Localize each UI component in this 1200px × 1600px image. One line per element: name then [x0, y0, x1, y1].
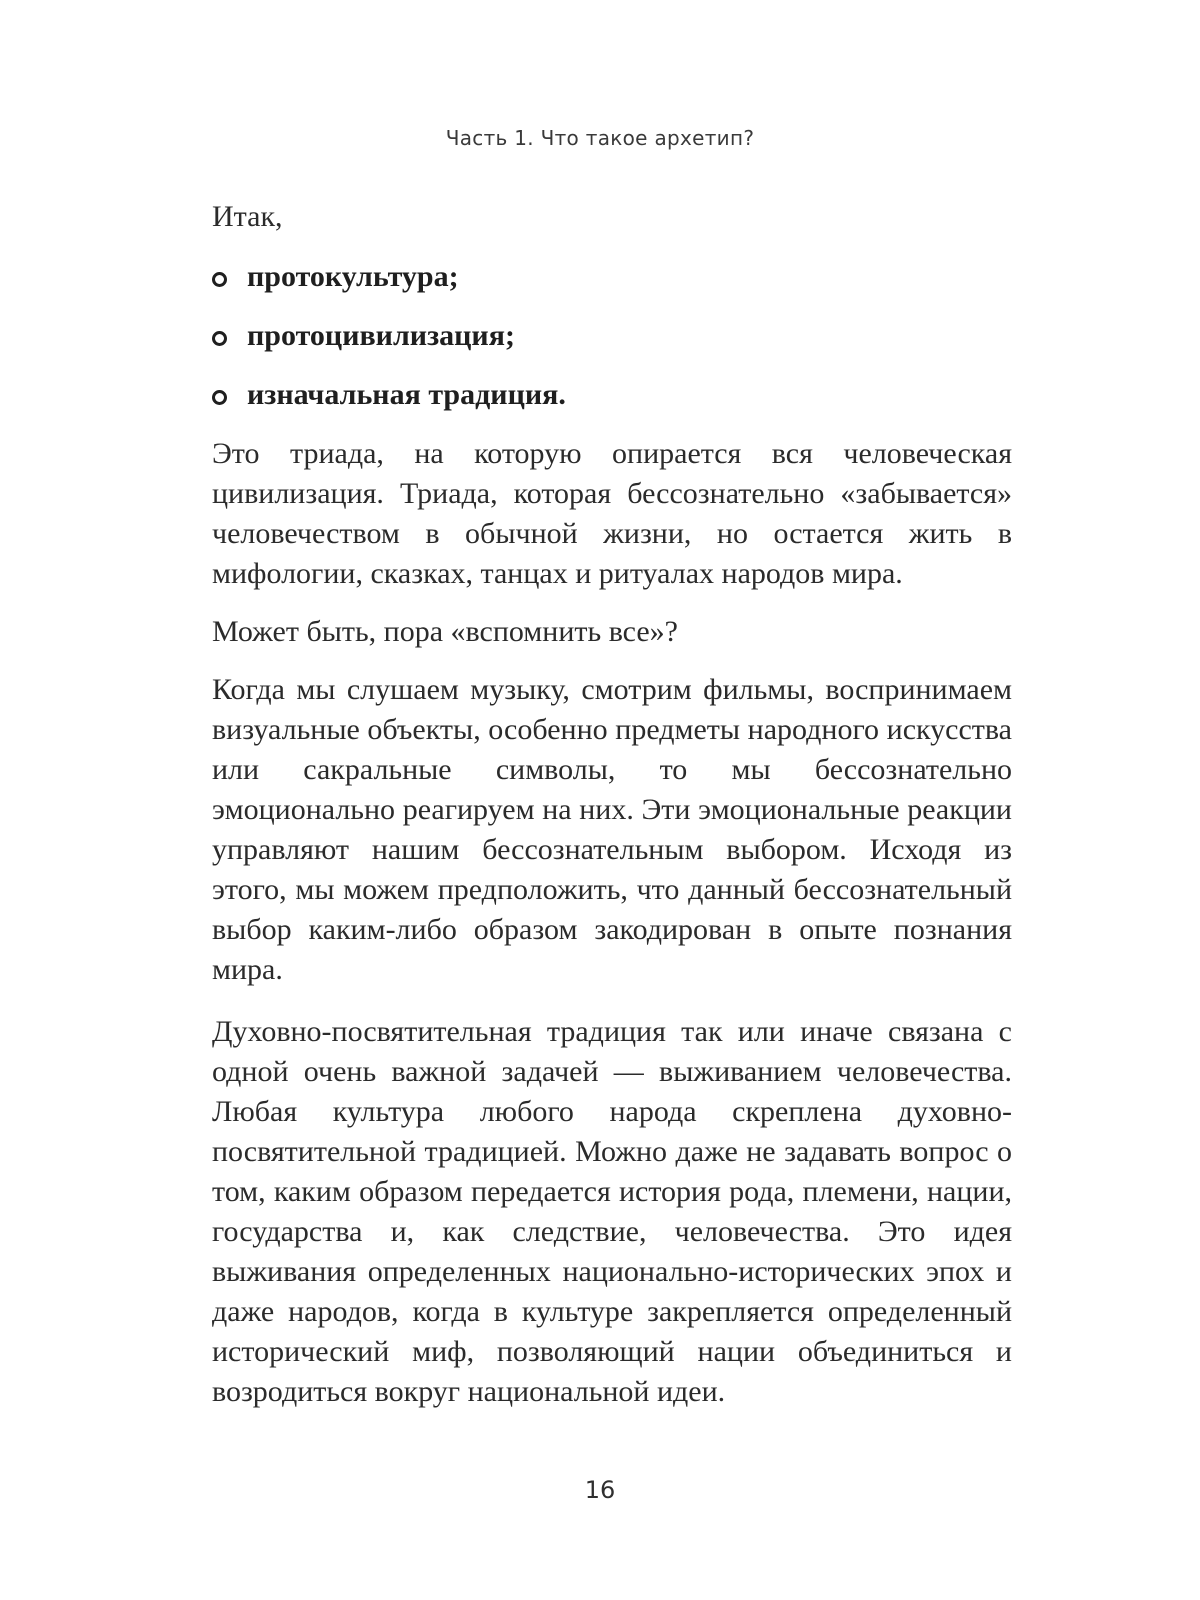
paragraph: Духовно-посвятительная традиция так или иначе связана с одной очень важной задачей — выживанием человечества. Любая культура любого народа скреплена духовно-посвятительной традицией. Можно даже не задавать вопрос о том, каким образом передается история рода, племени, нации, государства и, как следствие, человечества. Это идея выживания определенных национально-исторических эпох и даже народов, когда в культуре закрепляется определенный исторический миф, позволяющий нации объединиться и возродиться вокруг национальной идеи. — [212, 1015, 1012, 1408]
list-item — [212, 316, 1012, 356]
list-item — [212, 375, 1012, 415]
bullet-list — [212, 257, 1012, 415]
list-item — [212, 257, 1012, 297]
running-header: Часть 1. Что такое архетип? — [445, 126, 755, 150]
circle-bullet-icon — [212, 390, 227, 405]
circle-bullet-icon — [212, 272, 227, 287]
page-body — [212, 197, 1012, 1412]
paragraph: Когда мы слушаем музыку, смотрим фильмы, воспринимаем визуальные объекты, особенно предметы народного искусства или сакральные символы, то мы бессознательно эмоционально реагируем на них. Эти эмоциональные реакции управляют нашим бессознательным выбором. Исходя из этого, мы можем предположить, что данный бессознательный выбор каким-либо образом закодирован в опыте познания мира. — [212, 673, 1012, 986]
page-number: 16 — [584, 1476, 616, 1504]
paragraph: Это триада, на которую опирается вся человеческая цивилизация. Триада, которая бессознательно «забывается» человечеством в обычной жизни, но остается жить в мифологии, сказках, танцах и ритуалах народов мира. — [212, 437, 1012, 590]
list-item-text: изначальная традиция. — [247, 378, 566, 411]
intro-text: Итак, — [212, 200, 283, 233]
circle-bullet-icon — [212, 331, 227, 346]
list-item-text: протоцивилизация; — [247, 319, 515, 352]
paragraph: Может быть, пора «вспомнить все»? — [212, 615, 678, 648]
list-item-text: протокультура; — [247, 260, 459, 293]
